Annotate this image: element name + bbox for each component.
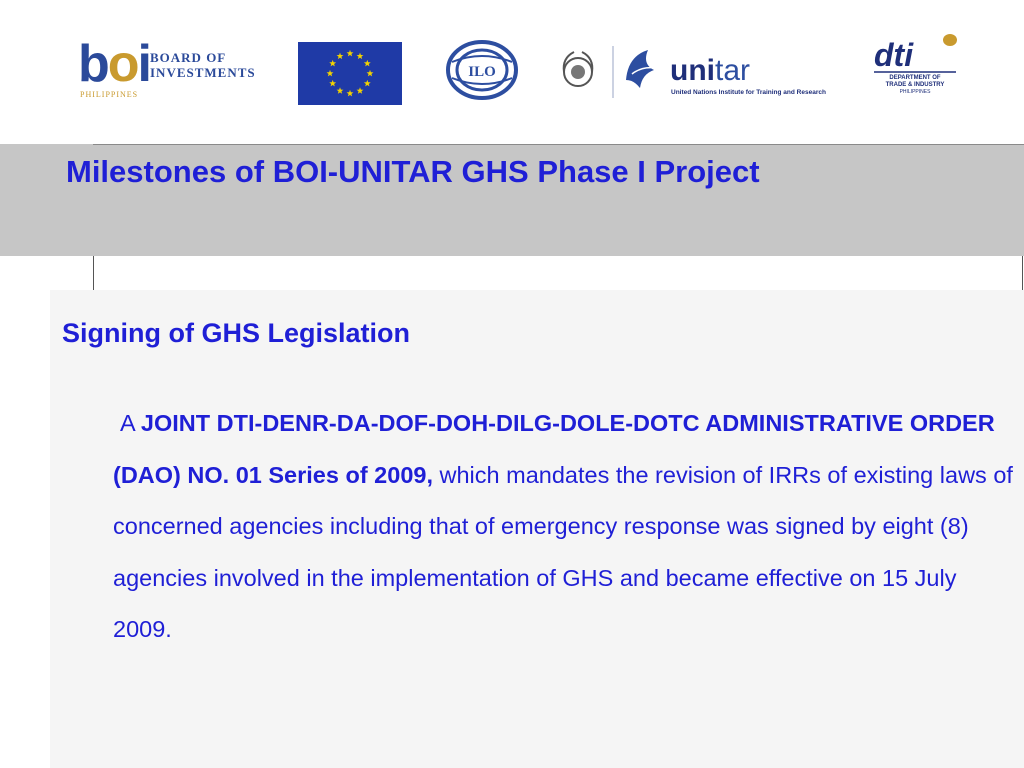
boi-logo: [78, 35, 256, 100]
eu-flag-svg: [298, 42, 402, 105]
boi-wordmark: boi: [78, 35, 150, 93]
eu-flag-icon: [298, 42, 402, 105]
slide-title: Milestones of BOI-UNITAR GHS Phase I Project: [66, 154, 760, 189]
unitar-wordmark-bold: uni: [670, 54, 715, 87]
logo-bar: [0, 0, 1024, 140]
body-rest: which mandates the revision of IRRs of existing laws of concerned agencies including that of emergency response was signed by eight (8) agencies involved in the implementation of GHS and became effective on 15 July 2009.: [113, 461, 1013, 642]
body-lead: A: [120, 410, 141, 436]
unitar-wordmark-light: tar: [715, 54, 751, 87]
title-top-rule: [93, 144, 1024, 145]
right-divider: [1022, 256, 1023, 290]
body-paragraph: [113, 398, 1018, 656]
dti-subtext-line1: DEPARTMENT OF: [889, 75, 941, 81]
content-panel: [50, 290, 1024, 768]
boi-subtext: PHILIPPINES: [80, 90, 139, 99]
ilo-logo: [444, 40, 520, 100]
boi-text: [150, 50, 256, 80]
section-heading: Signing of GHS Legislation: [62, 318, 410, 348]
boi-text-line2: INVESTMENTS: [150, 65, 256, 80]
body-bold-order-title: JOINT DTI-DENR-DA-DOF-DOH-DILG-DOLE-DOTC ADMINISTRATIVE ORDER (DAO) NO. 01 Series of 2009,: [113, 410, 995, 488]
unitar-logo: [558, 40, 833, 102]
dti-emblem-icon: [870, 32, 962, 94]
dti-wordmark: dti: [874, 37, 914, 73]
dti-subtext-line3: PHILIPPINES: [899, 89, 931, 94]
ilo-text: ILO: [468, 64, 496, 80]
unitar-wordmark: [670, 54, 750, 88]
boi-text-line1: BOARD OF: [150, 50, 227, 65]
dti-subtext-line2: TRADE & INDUSTRY: [885, 82, 945, 88]
unitar-subtext: United Nations Institute for Training and Research: [671, 89, 826, 96]
left-divider: [93, 256, 94, 290]
title-band: [0, 144, 1024, 256]
dti-logo: [870, 32, 962, 94]
ilo-emblem-icon: [444, 40, 520, 100]
